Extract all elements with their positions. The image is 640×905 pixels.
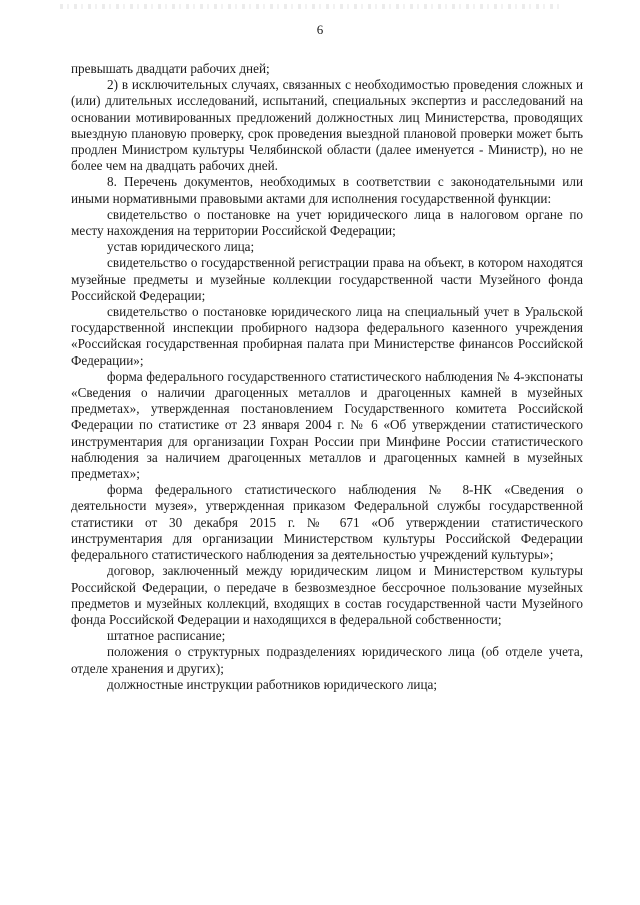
page-number: 6 (316, 22, 324, 37)
list-item-charter: устав юридического лица; (107, 239, 255, 255)
paragraph-section-8: 8. Перечень документов, необходимых в соответствии с законодательными или иными нормативными правовыми актами для исполнения государственной функции: (71, 174, 583, 206)
list-item-form-8-nk: форма федерального статистического наблюдения № 8-НК «Сведения о деятельности музея», утвержденная приказом Федеральной службы государственной статистики от 30 декабря 2015 г. № 671 «Об утверждении статистического инструментария для организации Министерством культуры Российской Федерации федерального статистического наблюдения за деятельностью учреждений культуры»; (71, 482, 583, 563)
list-item-department-regulations: положения о структурных подразделениях юридического лица (об отделе учета, отделе хранения и других); (71, 644, 583, 676)
list-item-staff-schedule: штатное расписание; (107, 628, 226, 644)
list-item-tax-certificate: свидетельство о постановке на учет юридического лица в налоговом органе по месту нахождения на территории Российской Федерации; (71, 206, 583, 239)
scan-artifact (60, 4, 560, 9)
list-item-assay-registration: свидетельство о постановке юридического лица на специальный учет в Уральской государственной инспекции пробирного надзора федерального казенного учреждения «Российская государственная пробирная палата при Министерстве финансов Российской Федерации»; (71, 304, 583, 368)
list-item-form-4-exhibits: форма федерального государственного статистического наблюдения № 4-экспонаты «Сведения о наличии драгоценных металлов и драгоценных камней в музейных предметах», утвержденная постановлением Государственного комитета Российской Федерации по статистике от 23 января 2004 г. № 6 «Об утверждении статистического инструментария для организации Гохран России при Минфине России статистического наблюдения за наличием драгоценных металлов и драгоценных камней в музейных предметах»; (71, 368, 583, 482)
paragraph-item-2: 2) в исключительных случаях, связанных с необходимостью проведения сложных и (или) длительных исследований, испытаний, специальных экспертиз и расследований на основании мотивированных предложений должностных лиц Министерства, проводящих выездную плановую проверку, срок проведения выездной плановой проверки может быть продлен Министром культуры Челябинской области (далее именуется - Министр), но не более чем на двадцать рабочих дней. (71, 77, 583, 174)
document-body (71, 61, 583, 693)
list-item-job-instructions: должностные инструкции работников юридического лица; (107, 676, 438, 692)
list-item-property-certificate: свидетельство о государственной регистрации права на объект, в котором находятся музейные предметы и музейные коллекции государственной части Музейного фонда Российской Федерации; (71, 255, 583, 303)
list-item-agreement: договор, заключенный между юридическим лицом и Министерством культуры Российской Федерации, о передаче в безвозмездное бессрочное пользование музейных предметов и музейных коллекций, входящих в состав государственной части Музейного фонда Российской Федерации и находящихся в федеральной собственности; (71, 563, 583, 627)
paragraph-continuation: превышать двадцати рабочих дней; (71, 61, 270, 76)
